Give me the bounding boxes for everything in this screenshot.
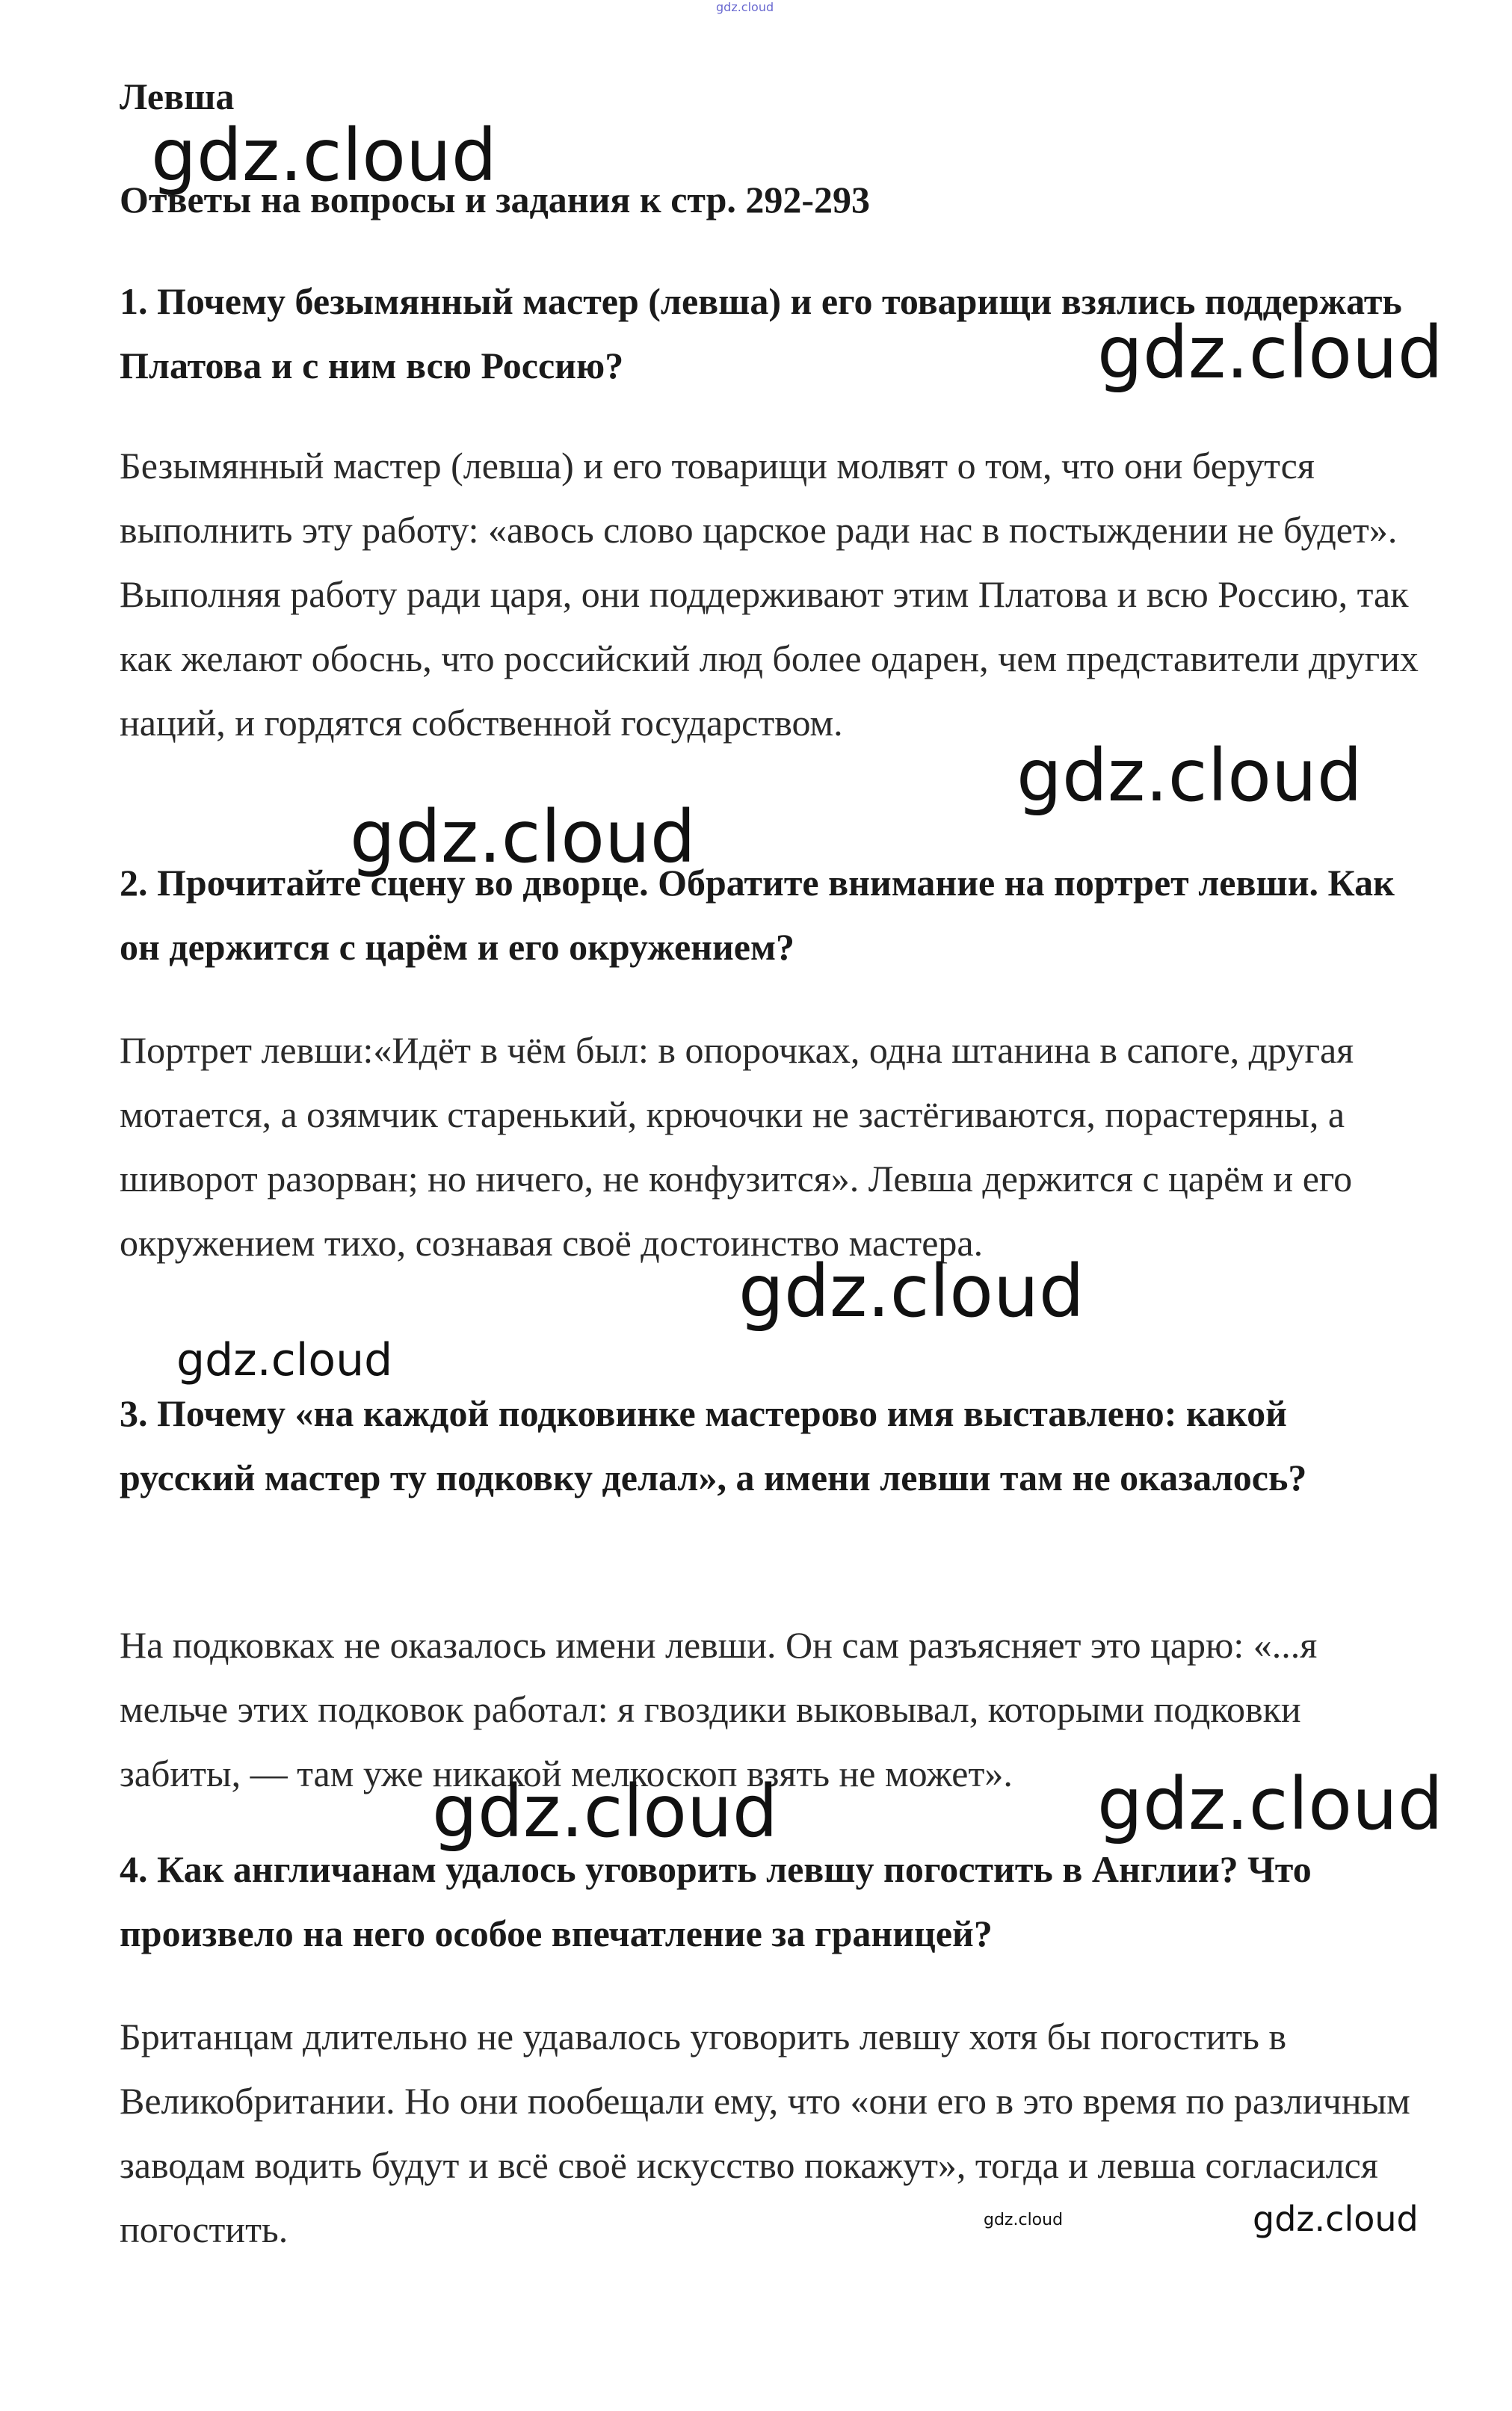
answer-2: Портрет левши:«Идёт в чём был: в опорочках, одна штанина в сапоге, другая мотается, а озямчик старенький, крючочки не застёгиваются, порастеряны, а шиворот разорван; но ничего, не конфузится». Левша держится с царём и его окружением тихо, сознавая своё достоинство мастера. <box>120 1029 1354 1264</box>
page-subtitle: Ответы на вопросы и задания к стр. 292-293 <box>120 179 871 220</box>
answer-3: На подковках не оказалось имени левши. Он сам разъясняет это царю: «...я мельче этих подковок работал: я гвоздики выковывал, которыми подковки забиты, — там уже никакой мелкоскоп взять не может». <box>120 1624 1318 1794</box>
question-4: 4. Как англичанам удалось уговорить левшу погостить в Англии? Что произвело на него особое впечатление за границей? <box>120 1848 1312 1954</box>
watermark: gdz.cloud <box>350 795 696 879</box>
watermark: gdz.cloud <box>738 1250 1084 1333</box>
question-2: 2. Прочитайте сцену во дворце. Обратите внимание на портрет левши. Как он держится с царём и его окружением? <box>120 862 1395 968</box>
watermark: gdz.cloud <box>176 1334 393 1386</box>
watermark: gdz.cloud <box>1016 734 1363 818</box>
page-title: Левша <box>120 75 235 117</box>
watermark: gdz.cloud <box>984 2211 1064 2229</box>
watermark: gdz.cloud <box>432 1770 778 1853</box>
watermark: gdz.cloud <box>1097 1762 1443 1846</box>
watermark: gdz.cloud <box>1253 2199 1419 2239</box>
question-1: 1. Почему безымянный мастер (левша) и его товарищи взялись поддержать Платова и с ним всю Россию? <box>120 280 1402 386</box>
watermark-header: gdz.cloud <box>716 0 774 14</box>
answer-1: Безымянный мастер (левша) и его товарищи молвят о том, что они берутся выполнить эту работу: «авось слово царское ради нас в постыждении не будет». Выполняя работу ради царя, они поддерживают этим Платова и всю Россию, так как желают обоснь, что российский люд более одарен, чем представители других наций, и гордятся собственной государством. <box>120 445 1419 744</box>
question-3: 3. Почему «на каждой подковинке мастерово имя выставлено: какой русский мастер ту подковку делал», а имени левши там не оказалось? <box>120 1392 1307 1498</box>
watermark: gdz.cloud <box>151 114 497 197</box>
answer-4: Британцам длительно не удавалось уговорить левшу хотя бы погостить в Великобритании. Но они пообещали ему, что «они его в это время по различным заводам водить будут и всё своё искусство покажут», тогда и левша согласился погостить. <box>120 2016 1410 2250</box>
watermark: gdz.cloud <box>1097 311 1443 395</box>
